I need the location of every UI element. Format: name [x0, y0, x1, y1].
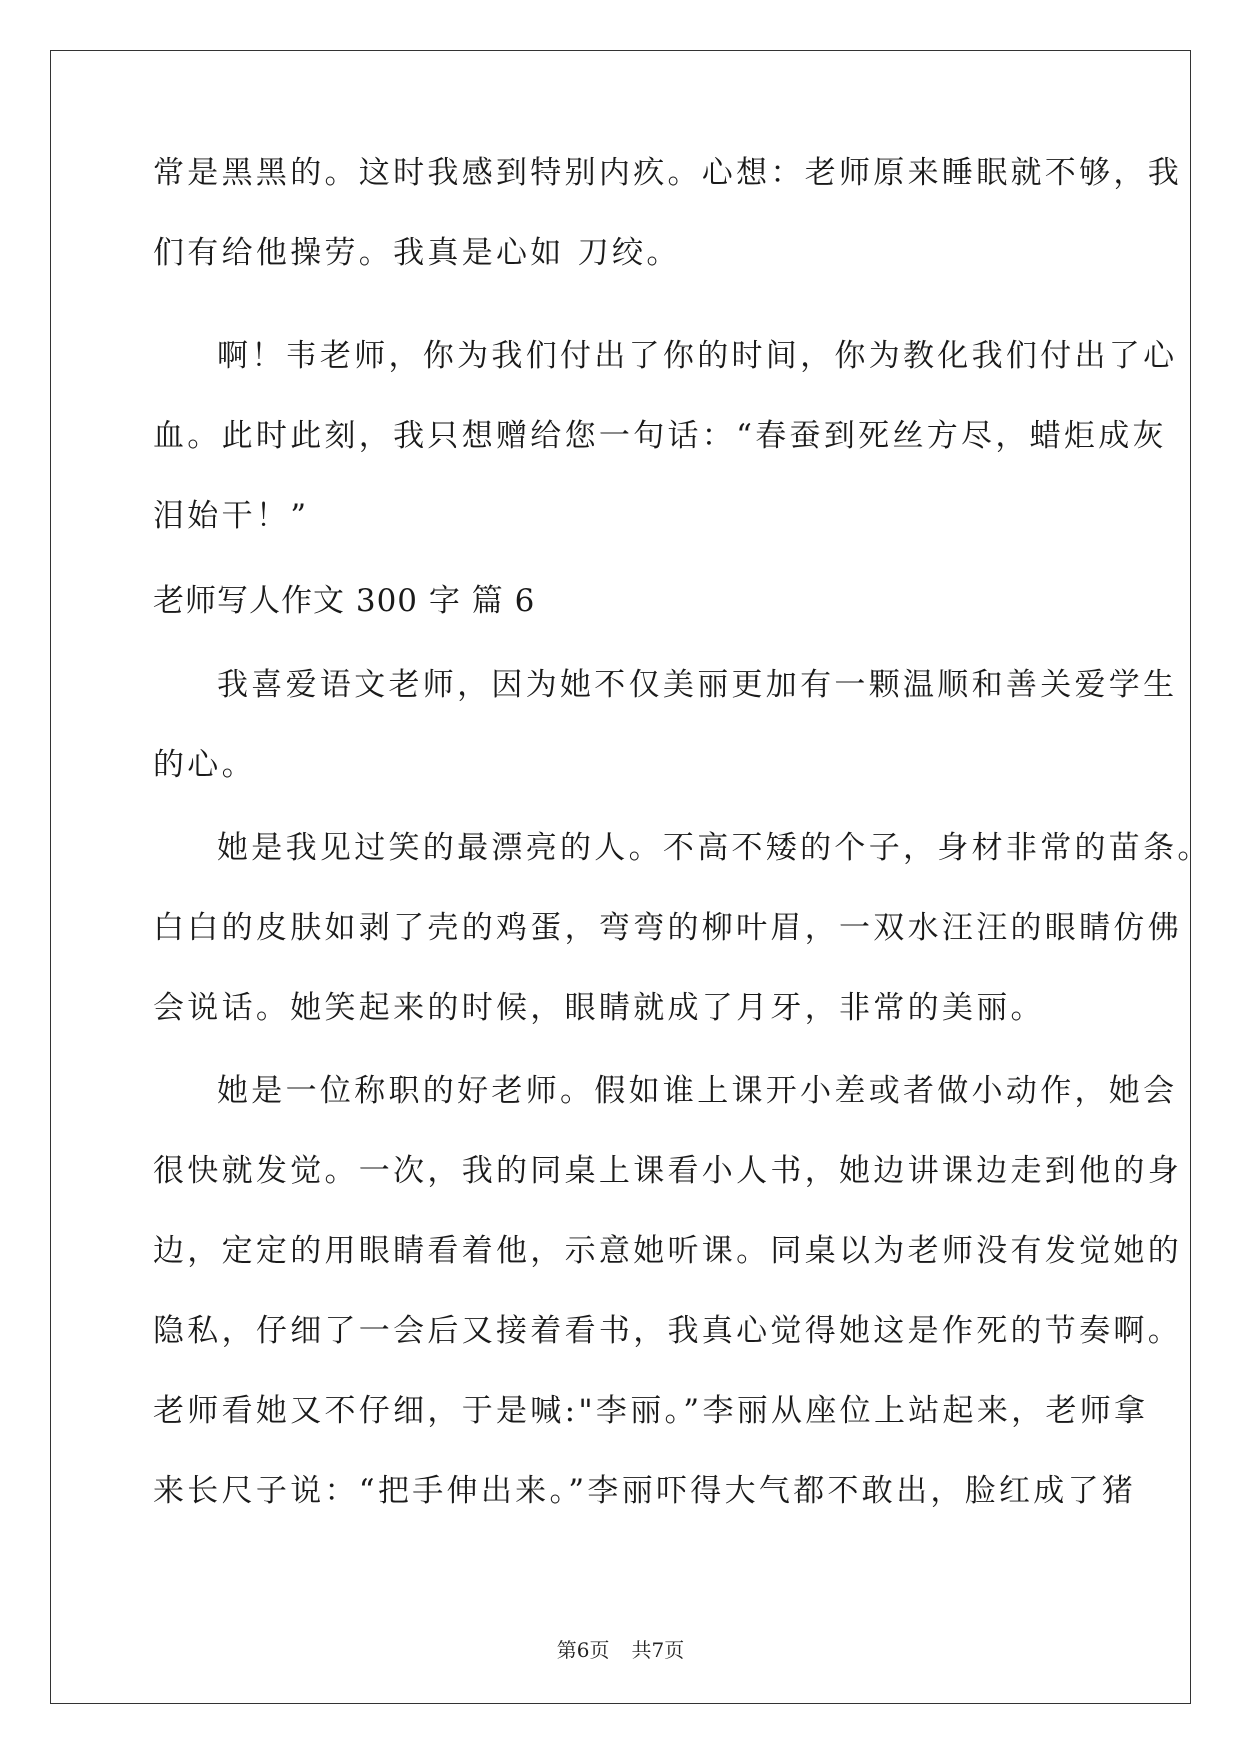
text-line: 常是黑黑的。这时我感到特别内疚。心想：老师原来睡眠就不够，我	[153, 155, 1182, 191]
paragraph-start-line: 她是我见过笑的最漂亮的人。不高不矮的个子，身材非常的苗条。	[217, 830, 1212, 866]
text-line: 血。此时此刻，我只想赠给您一句话：“春蚕到死丝方尽，蜡炬成灰	[153, 418, 1167, 454]
section-heading: 老师写人作文 300 字 篇 6	[153, 583, 536, 619]
paragraph-start-line: 她是一位称职的好老师。假如谁上课开小差或者做小动作，她会	[217, 1073, 1178, 1109]
page-footer	[0, 1640, 1241, 1660]
text-line: 隐私，仔细了一会后又接着看书，我真心觉得她这是作死的节奏啊。	[153, 1313, 1182, 1349]
text-line: 的心。	[153, 747, 256, 783]
page-border	[50, 50, 1191, 1704]
text-line: 们有给他操劳。我真是心如 刀绞。	[153, 235, 681, 271]
paragraph-start-line: 我喜爱语文老师，因为她不仅美丽更加有一颗温顺和善关爱学生	[217, 667, 1178, 703]
text-line: 边，定定的用眼睛看着他，示意她听课。同桌以为老师没有发觉她的	[153, 1233, 1182, 1269]
text-line: 来长尺子说：“把手伸出来。”李丽吓得大气都不敢出，脸红成了猪	[153, 1473, 1137, 1509]
text-line: 白白的皮肤如剥了壳的鸡蛋，弯弯的柳叶眉，一双水汪汪的眼睛仿佛	[153, 910, 1182, 946]
text-line: 老师看她又不仔细，于是喊:"李丽。”李丽从座位上站起来，老师拿	[153, 1393, 1149, 1429]
current-page-number: 第6页	[556, 1638, 610, 1662]
paragraph-start-line: 啊！韦老师，你为我们付出了你的时间，你为教化我们付出了心	[217, 338, 1178, 374]
text-line: 泪始干！”	[153, 498, 310, 534]
total-pages: 共7页	[631, 1638, 685, 1662]
text-line: 会说话。她笑起来的时候，眼睛就成了月牙，非常的美丽。	[153, 990, 1045, 1026]
text-line: 很快就发觉。一次，我的同桌上课看小人书，她边讲课边走到他的身	[153, 1153, 1182, 1189]
